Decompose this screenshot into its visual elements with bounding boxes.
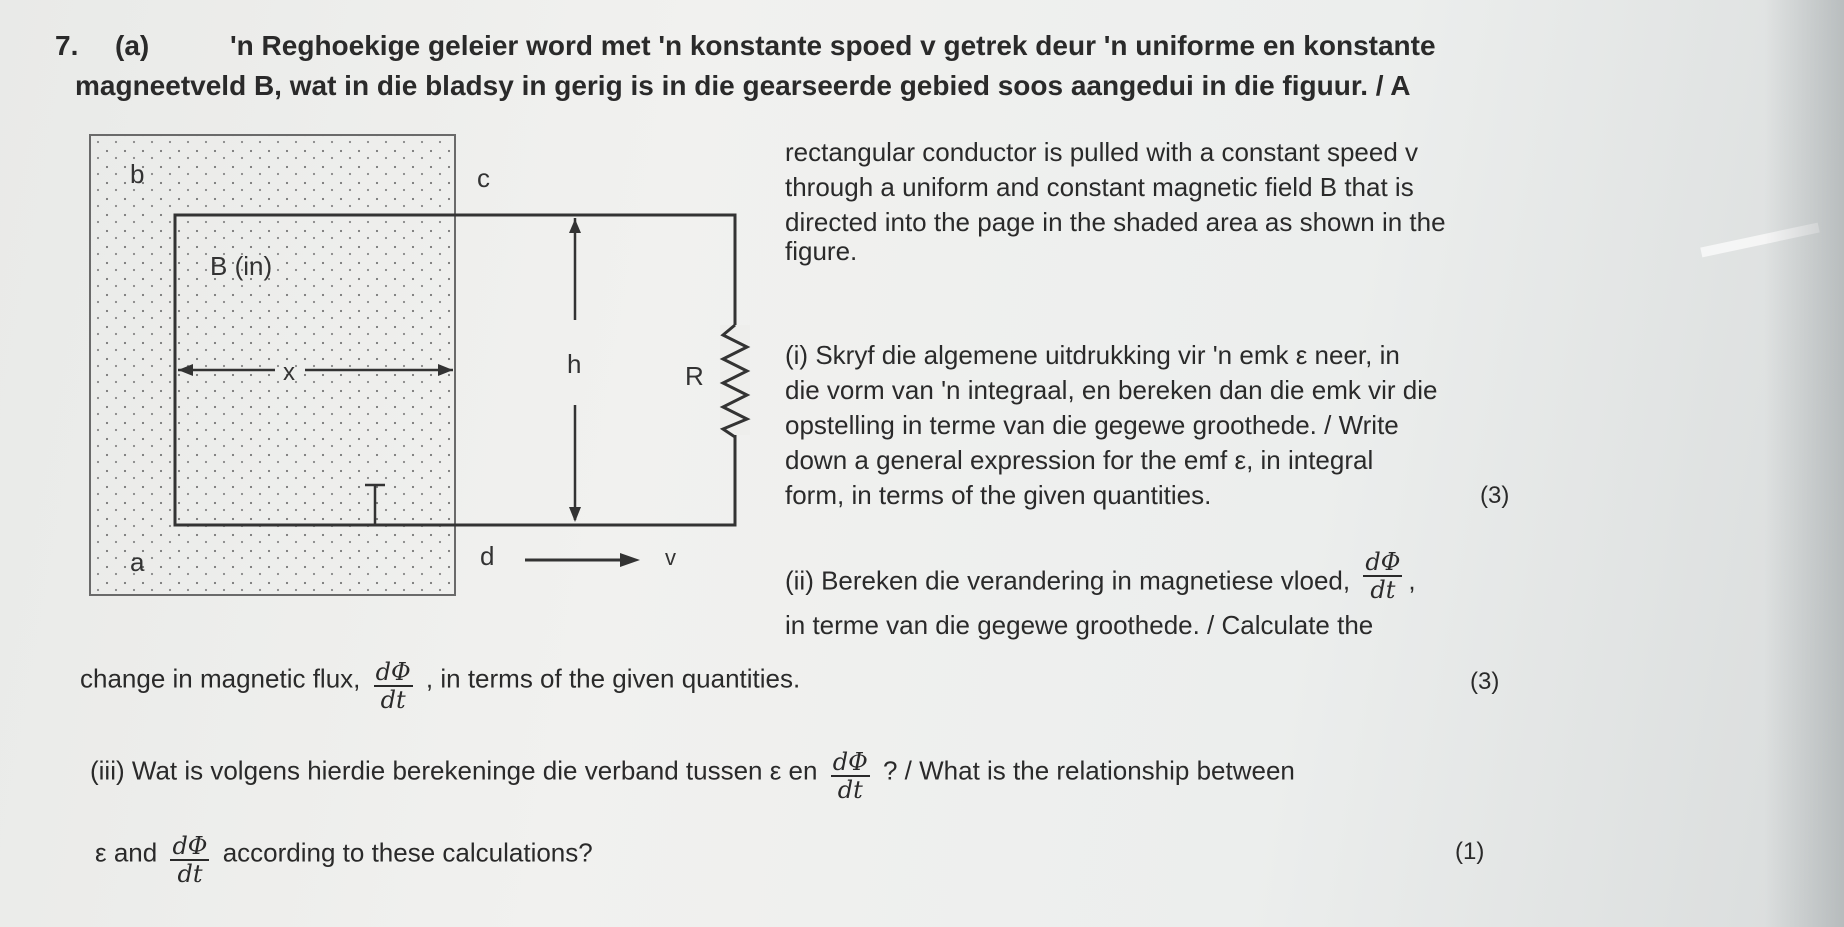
subquestion-iii-line-1: (iii) Wat is volgens hierdie berekeninge die verband tussen ε en $\frac{d\Phi}{dt}$ ? / What is the relationship between <box>90 748 1295 805</box>
subquestion-ii-marks: (3) <box>1470 668 1500 695</box>
subquestion-i-line-1: (i) Skryf die algemene uitdrukking vir 'n emk ε neer, in <box>785 340 1400 370</box>
field-label: B (in) <box>210 251 273 281</box>
flux-derivative-fraction: $\frac{d\Phi}{dt}$ <box>375 658 411 715</box>
english-line-1: rectangular conductor is pulled with a constant speed v <box>785 137 1419 167</box>
resistor-label-r: R <box>685 361 704 391</box>
corner-label-b: b <box>130 159 145 189</box>
english-line-2: through a uniform and constant magnetic field B that is <box>785 172 1414 202</box>
subquestion-iii-line-2: ε and $\frac{d\Phi}{dt}$ according to these calculations? <box>95 832 593 889</box>
subquestion-i-line-4: down a general expression for the emf ε, in integral <box>785 445 1374 475</box>
subquestion-ii-line-3: change in magnetic flux, $\frac{d\Phi}{dt}$ , in terms of the given quantities. <box>80 658 801 715</box>
subquestion-iii-marks: (1) <box>1455 838 1485 865</box>
subquestion-ii-line-2: in terme van die gegewe groothede. / Calculate the <box>785 610 1374 640</box>
corner-label-a: a <box>130 547 145 577</box>
subquestion-i-marks: (3) <box>1480 482 1510 509</box>
intro-line-1: 'n Reghoekige geleier word met 'n konstante spoed v getrek deur 'n uniforme en konstante <box>230 30 1436 61</box>
subquestion-ii-text: (ii) Bereken die verandering in magnetiese vloed, <box>785 565 1351 596</box>
subquestion-ii-line-1: (ii) Bereken die verandering in magnetiese vloed, $\frac{d\Phi}{dt}$ , <box>785 548 1416 605</box>
question-part: (a) <box>115 30 150 61</box>
intro-line-2: magneetveld B, wat in die bladsy in gerig is in die gearseerde gebied soos aangedui in die figuur. / A <box>75 70 1411 101</box>
english-line-3: directed into the page in the shaded area as shown in the <box>785 207 1446 237</box>
flux-derivative-fraction: $\frac{d\Phi}{dt}$ <box>172 832 208 889</box>
page-edge-shadow <box>1764 0 1844 927</box>
flux-derivative-fraction: $\frac{d\Phi}{dt}$ <box>1365 548 1401 605</box>
corner-label-c: c <box>477 163 490 193</box>
subquestion-i-line-2: die vorm van 'n integraal, en bereken dan die emk vir die <box>785 375 1438 405</box>
subquestion-i-line-5: form, in terms of the given quantities. <box>785 480 1212 510</box>
height-label-h: h <box>567 349 582 379</box>
flux-derivative-fraction: $\frac{d\Phi}{dt}$ <box>832 748 868 805</box>
subquestion-i-line-3: opstelling in terme van die gegewe groothede. / Write <box>785 410 1399 440</box>
circuit-figure <box>85 115 765 605</box>
question-number: 7. <box>55 30 79 61</box>
english-line-4: figure. <box>785 236 858 266</box>
velocity-label-v: v <box>665 545 676 570</box>
corner-label-d: d <box>480 541 495 571</box>
width-label-x: x <box>283 359 295 386</box>
